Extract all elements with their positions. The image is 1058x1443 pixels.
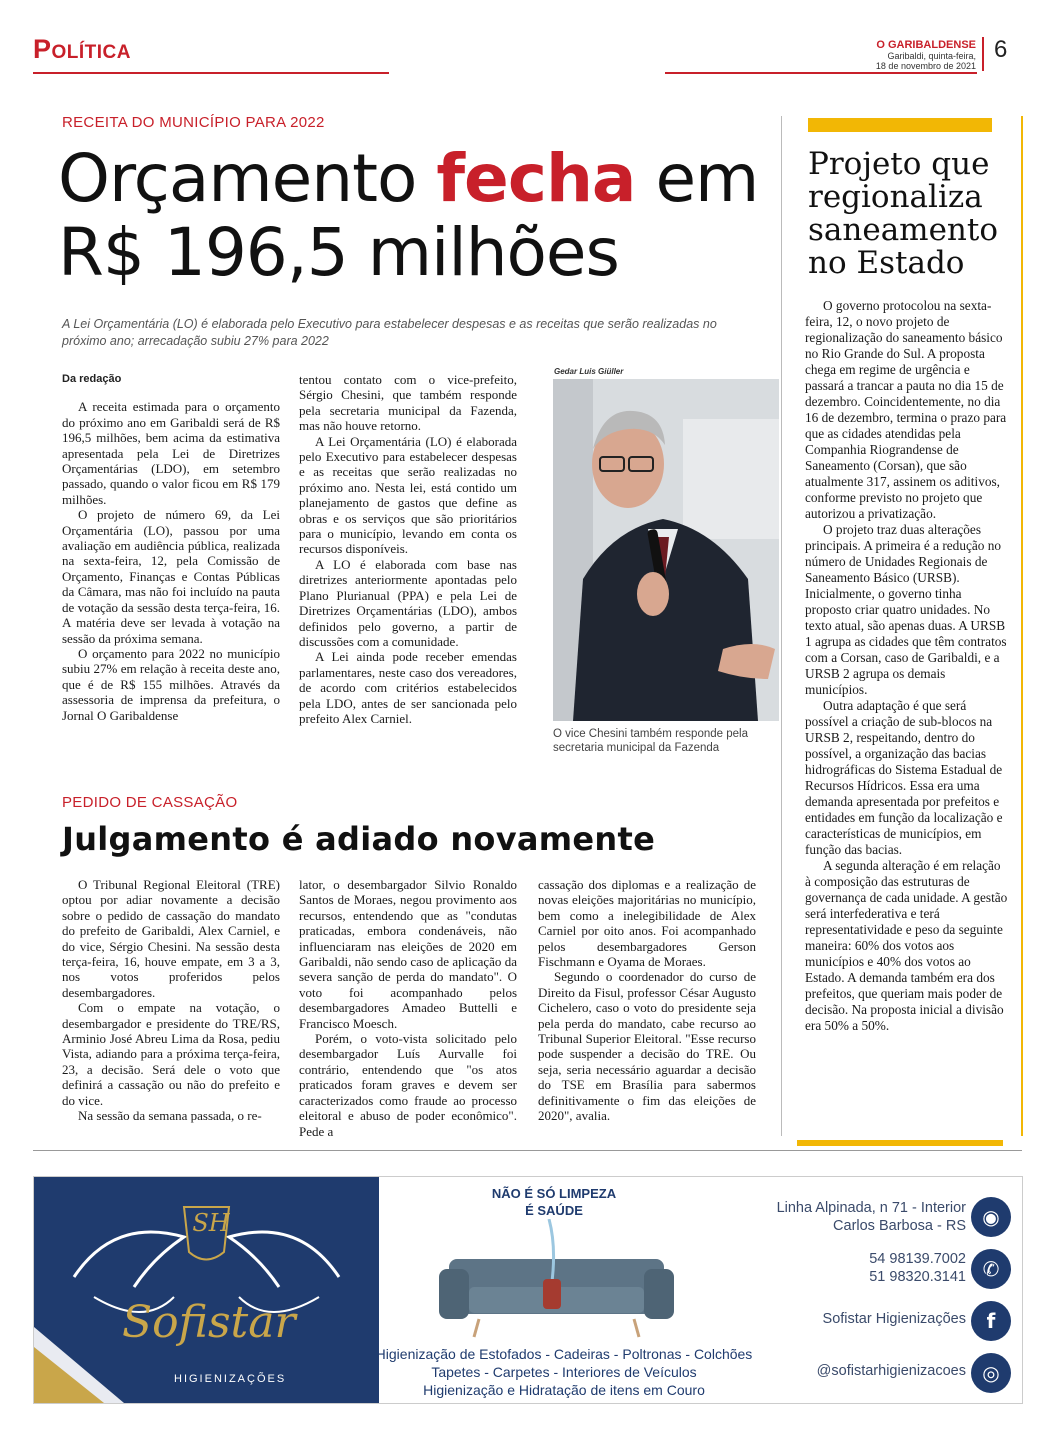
paragraph: Segundo o coordenador do curso de Direito da Fisul, professor César Augusto Cichelero, caso o voto do presidente seja pela perda do mandato, cabe recurso ao Tribunal Superior Eleitoral. "Esse recurso pode suspender a decisão do TRE. Ou seja, seria necessário aguardar a decisão do TSE em Brasília para sabermos definitivamente o fim das eleições de 2020", avalia. [538, 969, 756, 1124]
ad-phones [869, 1250, 966, 1286]
headline-part-2: em [635, 140, 759, 217]
instagram-icon[interactable]: ◎ [971, 1353, 1011, 1393]
sidebar-bottom-bar [797, 1140, 1003, 1146]
paragraph: Na sessão da semana passada, o re- [78, 1108, 262, 1124]
ad-tagline-2: É SAÚDE [525, 1203, 583, 1218]
headline-line-2: R$ 196,5 milhões [58, 214, 619, 291]
paragraph: Com o empate na votação, o desembargador e presidente do TRE/RS, Arminio José Abreu Lima da Rosa, pediu Vista, adiando para a próxima terça-feira, 23, a decisão. Será dele o voto que definirá a cassação ou não do prefeito e do vice. [62, 1000, 280, 1108]
paragraph: cassação dos diplomas e a realização de novas eleições majoritárias no município, bem como a inelegibilidade de Alex Carniel por oito anos. Foi acompanhado pelos desembargadores Gerson Fischmann e Oyama de Moraes. [538, 877, 756, 970]
paragraph: A Lei Orçamentária (LO) é elaborada pelo Executivo para estabelecer despesas e as receitas que serão realizadas no próximo ano. Nesta lei, está contido um planejamento de gastos que define as obras e os serviços que são prioritários para o município, levando em conta os recursos disponíveis. [299, 433, 517, 557]
article-subhead: A Lei Orçamentária (LO) é elaborada pelo Executivo para estabelecer despesas e as receitas que serão realizadas no próximo ano; arrecadação subiu 27% para 2022 [62, 317, 717, 348]
ad-service-line: Higienização de Estofados - Cadeiras - Poltronas - Colchões [375, 1346, 753, 1362]
sidebar-border [1021, 116, 1023, 1136]
newspaper-name: O GARIBALDENSE [876, 39, 976, 51]
article2-kicker: PEDIDO DE CASSAÇÃO [62, 794, 238, 811]
ad-brand-panel [34, 1177, 379, 1403]
article2-column-3 [538, 877, 756, 1124]
article2-column-2 [299, 877, 517, 1139]
article2-headline: Julgamento é adiado novamente [62, 820, 656, 858]
paragraph: lator, o desembargador Silvio Ronaldo Santos de Moraes, negou provimento aos recursos, entendendo que as "condutas praticadas, embora condenáveis, não influenciaram nas eleições de 2020 em Garibaldi, não sendo caso de aplicação da severa sanção de perda do mandato". O voto foi acompanhado pelos desembargadores Amadeo Buttelli e Francisco Moesch. [299, 877, 517, 1031]
location-pin-icon[interactable]: ◉ [971, 1197, 1011, 1237]
paragraph: O projeto traz duas alterações principais. A primeira é a redução no número de Unidades Regionais de Saneamento Básico (URSB). Inicialmente, o governo tinha proposto criar quatro unidades. No texto atual, são apenas duas. A URSB 1 agrupa as cidades que têm contratos com a Corsan, caso de Garibaldi, e a URSB 2 agrupa os demais municípios. [805, 522, 1007, 697]
photo-caption: O vice Chesini também responde pela secretaria municipal da Fazenda [553, 728, 748, 754]
article-column-2 [299, 372, 517, 726]
paragraph: A receita estimada para o orçamento do próximo ano em Garibaldi será de R$ 196,5 milhões, bem acima da estimativa apresentada pela Lei de Diretrizes Orçamentárias (LDO), em setembro passado, quando o valor ficou em R$ 179 milhões. [62, 399, 280, 507]
header-rule-right [665, 72, 977, 74]
ad-address-line-1: Linha Alpinada, n 71 - Interior [776, 1200, 966, 1216]
ad-services [359, 1345, 769, 1399]
article-headline [58, 142, 778, 290]
sidebar-body [805, 298, 1008, 1034]
paragraph: O orçamento para 2022 no município subiu 27% em relação à receita deste ano, que é de R$ 155 milhões. Através da assessoria de imprensa da prefeitura, o Jornal O Garibaldense [62, 645, 280, 723]
article-kicker: RECEITA DO MUNICÍPIO PARA 2022 [62, 114, 325, 131]
ad-facebook[interactable]: Sofistar Higienizações [822, 1311, 966, 1327]
paragraph: Porém, o voto-vista solicitado pelo desembargador Luís Aurvalle foi contrário, entendendo que "os atos praticados foram graves e devem ser caracterizados como fraude ao processo eleitoral e abuso de poder econômico". Pede a [299, 1031, 517, 1139]
date-line-2: 18 de novembro de 2021 [875, 61, 976, 71]
article2-column-1 [62, 877, 280, 1124]
speaker-illustration [553, 379, 779, 721]
paragraph: Outra adaptação é que será possível a criação de sub-blocos na URSB 2, respeitando, dentro do possível, a organização das bacias hidrográficas do Sistema Estadual de Recursos Hídricos. Essa era uma demanda apresentada por prefeitos e entidades em função da localização e características de municípios, em função das bacias. [805, 698, 1003, 857]
article-column-1 [62, 372, 280, 723]
whatsapp-icon[interactable]: ✆ [971, 1249, 1011, 1289]
headline-part-1: Orçamento [58, 140, 437, 217]
ad-phone-2: 51 98320.3141 [869, 1269, 966, 1285]
ad-brand-sub: HIGIENIZAÇÕES [174, 1373, 287, 1385]
sofa-illustration [439, 1219, 674, 1339]
paragraph: tentou contato com o vice-prefeito, Sérgio Chesini, que também responde pela secretaria municipal da Fazenda, mas não houve retorno. [299, 372, 517, 434]
header-rule-left [33, 72, 389, 74]
paragraph: O Tribunal Regional Eleitoral (TRE) optou por adiar novamente a decisão sobre o pedido de cassação do mandato do prefeito de Garibaldi, Alex Carniel, e do vice, Sérgio Chesini. Na sessão desta terça-feira, 16, houve empate, em 3 a 3, nos votos proferidos pelos desembargadores. [62, 877, 280, 1000]
ad-brand-name: Sofistar [122, 1297, 296, 1348]
facebook-icon[interactable]: f [971, 1301, 1011, 1341]
sidebar-accent-bar [808, 118, 992, 132]
date-line-1: Garibaldi, quinta-feira, [887, 51, 976, 61]
ad-phone-1: 54 98139.7002 [869, 1251, 966, 1267]
ad-instagram[interactable]: @sofistarhigienizacoes [816, 1363, 966, 1379]
ad-service-line: Tapetes - Carpetes - Interiores de Veículos [431, 1364, 697, 1380]
newspaper-date [856, 51, 976, 71]
byline: Da redação [62, 373, 122, 385]
article-photo [553, 379, 779, 721]
page-bottom-rule [33, 1150, 1022, 1151]
ad-address [777, 1199, 966, 1235]
paragraph: A segunda alteração é em relação à composição das estruturas de governança de cada unidade. A gestão será interfederativa e terá representatividade e peso da seguinte maneira: 60% dos votos aos municípios e 40% dos votos ao Estado. A demanda também era dos prefeitos, que queriam mais poder de decisão. Na proposta inicial a divisão era 50% a 50%. [805, 858, 1008, 1033]
advertisement[interactable] [33, 1176, 1023, 1404]
ad-address-line-2: Carlos Barbosa - RS [833, 1218, 966, 1234]
photo-credit: Gedar Luis Giüller [554, 367, 624, 376]
column-divider [781, 116, 782, 1136]
ad-monogram: SH [192, 1209, 230, 1237]
ad-tagline-1: NÃO É SÓ LIMPEZA [491, 1186, 617, 1201]
page-number: 6 [994, 36, 1008, 63]
page-number-separator [982, 37, 984, 71]
ad-service-line: Higienização e Hidratação de itens em Couro [423, 1382, 705, 1398]
ad-tagline [484, 1185, 624, 1219]
paragraph: A Lei ainda pode receber emendas parlamentares, neste caso dos vereadores, de acordo com critérios estabelecidos pela LDO, antes de ser sancionada pelo prefeito Alex Carniel. [299, 649, 517, 726]
paragraph: O projeto de número 69, da Lei Orçamentária (LO), passou por uma avaliação em audiência pública, realizada na sexta-feira, 12, pela Comissão de Orçamento, Finanças e Contas Públicas da Câmara, mas não foi incluído na pauta de votação da sessão desta terça-feira, 16. A matéria deve ser levada à votação na sessão da próxima semana. [62, 507, 280, 646]
paragraph: O governo protocolou na sexta-feira, 12, o novo projeto de regionalização do saneamento básico no Rio Grande do Sul. A proposta chega em regime de urgência e passará a trancar a pauta no dia 15 de dezembro. Coincidentemente, no dia 16 de dezembro, termina o prazo para que as cidades atendidas pela Companhia Riograndense de Saneamento (Corsan), que são atualmente 317, assinem os aditivos, conforme previsto no projeto que autorizou a privatização. [805, 298, 1007, 521]
paragraph: A LO é elaborada com base nas diretrizes anteriormente apontadas pelo Plano Plurianual (PPA) e pela Lei de Diretrizes Orçamentárias (LDO), ambos definidos pelo governo, a partir de discussões com a comunidade. [299, 556, 517, 649]
section-title: Política [33, 34, 131, 64]
sidebar-title: Projeto que regionaliza saneamento no Estado [808, 146, 999, 281]
headline-highlight: fecha [436, 140, 636, 217]
